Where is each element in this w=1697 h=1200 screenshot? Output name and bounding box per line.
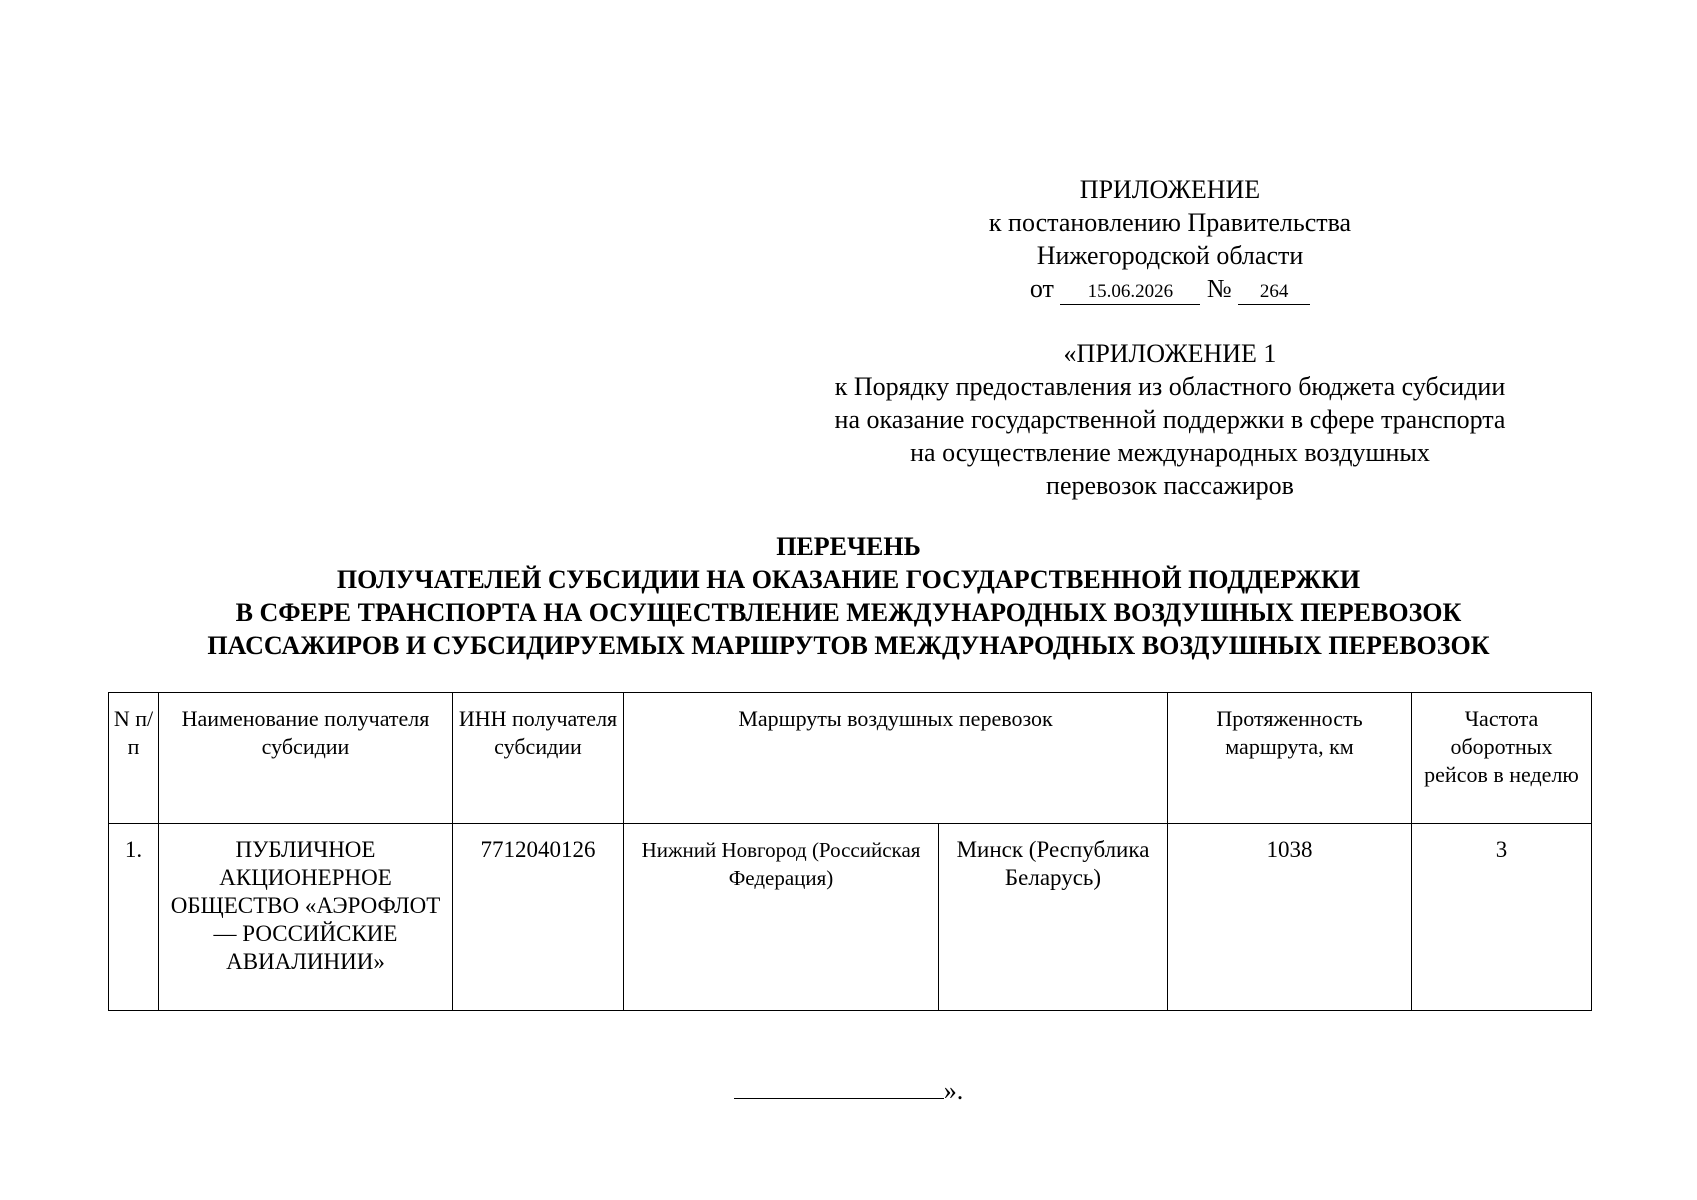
header-name: Наименование получателя субсидии xyxy=(159,693,453,824)
header-routes: Маршруты воздушных перевозок xyxy=(624,693,1168,824)
header-num: N п/п xyxy=(109,693,159,824)
appendix-1-line: «ПРИЛОЖЕНИЕ 1 xyxy=(1063,339,1277,368)
approval-block xyxy=(780,173,1560,305)
closing-rule xyxy=(734,1072,944,1099)
closing-quote: ». xyxy=(943,1076,964,1105)
closing-line xyxy=(0,1072,1697,1107)
cell-num: 1. xyxy=(109,824,159,1011)
appendix-1-block xyxy=(780,337,1560,502)
approval-title: ПРИЛОЖЕНИЕ xyxy=(1079,175,1261,204)
decree-number: 264 xyxy=(1238,280,1310,305)
cell-route-to: Минск (Республика Беларусь) xyxy=(939,824,1168,1011)
heading-line: ПАССАЖИРОВ И СУБСИДИРУЕМЫХ МАРШРУТОВ МЕЖДУНАРОДНЫХ ВОЗДУШНЫХ ПЕРЕВОЗОК xyxy=(207,631,1490,660)
cell-name: ПУБЛИЧНОЕ АКЦИОНЕРНОЕ ОБЩЕСТВО «АЭРОФЛОТ — РОССИЙСКИЕ АВИАЛИНИИ» xyxy=(159,824,453,1011)
heading-line: ПЕРЕЧЕНЬ xyxy=(776,532,921,561)
number-label: № xyxy=(1206,274,1232,303)
appendix-1-line: на осуществление международных воздушных xyxy=(910,438,1430,467)
cell-length: 1038 xyxy=(1168,824,1412,1011)
cell-frequency: 3 xyxy=(1412,824,1592,1011)
approval-line-2: Нижегородской области xyxy=(1036,241,1304,270)
appendix-1-line: на оказание государственной поддержки в сфере транспорта xyxy=(834,405,1506,434)
from-label: от xyxy=(1029,274,1054,303)
recipients-table xyxy=(108,692,1592,1011)
table-row xyxy=(109,824,1592,1011)
approval-date-number-line xyxy=(780,272,1560,305)
table-header-row xyxy=(109,693,1592,824)
cell-inn: 7712040126 xyxy=(453,824,624,1011)
heading-line: В СФЕРЕ ТРАНСПОРТА НА ОСУЩЕСТВЛЕНИЕ МЕЖДУНАРОДНЫХ ВОЗДУШНЫХ ПЕРЕВОЗОК xyxy=(235,598,1462,627)
approval-line-1: к постановлению Правительства xyxy=(988,208,1352,237)
appendix-1-line: перевозок пассажиров xyxy=(1046,471,1294,500)
decree-date: 15.06.2026 xyxy=(1060,280,1200,305)
header-inn: ИНН получателя субсидии xyxy=(453,693,624,824)
header-length: Протяженность маршрута, км xyxy=(1168,693,1412,824)
document-heading xyxy=(0,530,1697,662)
appendix-1-line: к Порядку предоставления из областного бюджета субсидии xyxy=(834,372,1506,401)
heading-line: ПОЛУЧАТЕЛЕЙ СУБСИДИИ НА ОКАЗАНИЕ ГОСУДАРСТВЕННОЙ ПОДДЕРЖКИ xyxy=(336,565,1361,594)
cell-route-from: Нижний Новгород (Российская Федерация) xyxy=(624,824,939,1011)
header-frequency: Частота оборотных рейсов в неделю xyxy=(1412,693,1592,824)
